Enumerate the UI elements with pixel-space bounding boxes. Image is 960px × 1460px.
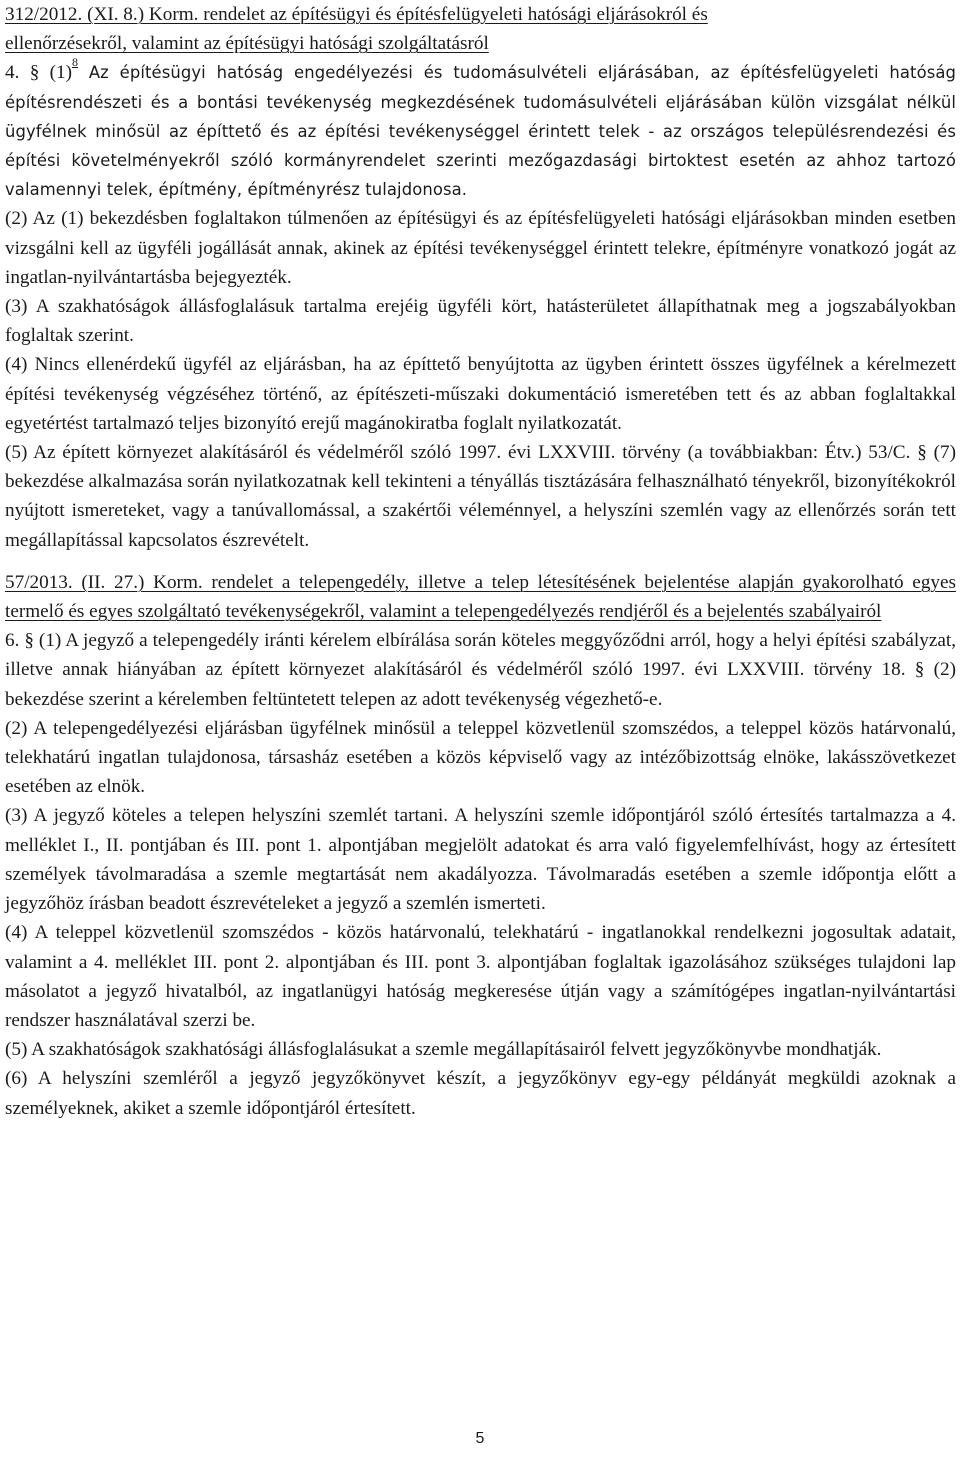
footnote-8-link[interactable]: 8 [72,55,78,70]
page-number: 5 [475,1430,485,1447]
section1-paragraph-2: (2) Az (1) bekezdésben foglaltakon túlmenően az építésügyi és az építésfelügyeleti hatósági eljárásokban minden esetben vizsgálni kell az ügyféli jogállását annak, akinek az építési tevékenységgel érintett telekre, építményre vonatkozó jogát az ingatlan-nyilvántartásba bejegyezték. [5,208,956,288]
section1-paragraph-1 [5,55,956,204]
section2-paragraph-1: 6. § (1) A jegyző a telepengedély iránti kérelem elbírálása során köteles meggyőződni arról, hogy a helyi építési szabályzat, illetve annak hiányában az épített környezet alakításáról és védelméről szóló 1997. évi LXXVIII. törvény 18. § (2) bekezdése szerint a kérelemben feltüntetett telepen az adott tevékenység végezhető-e. [5,630,956,710]
section1-paragraph-5: (5) Az épített környezet alakításáról és védelméről szóló 1997. évi LXXVIII. törvény (a továbbiakban: Étv.) 53/C. § (7) bekezdése alkalmazása során nyilatkozatnak kell tekinteni a tényállás tisztázására felhasználható tényekről, bizonyítékokról nyújtott ismereteket, vagy a tanúvallomással, a szakértői véleménnyel, a helyszíni szemlén vagy az ellenőrzés során tett megállapítással kapcsolatos észrevételt. [5,442,956,551]
section2-paragraph-2: (2) A telepengedélyezési eljárásban ügyfélnek minősül a teleppel közvetlenül szomszédos, a teleppel közös határvonalú, telekhatárú ingatlan tulajdonosa, társasház esetében a közös képviselő vagy az intézőbizottság elnöke, lakásszövetkezet esetében az elnök. [5,717,956,798]
section2-paragraph-5: (5) A szakhatóságok szakhatósági állásfoglalásukat a szemle megállapításairól felvett jegyzőkönyvbe mondhatják. [5,1039,882,1061]
section2-heading: 57/2013. (II. 27.) Korm. rendelet a telepengedély, illetve a telep létesítésének bejelentése alapján gyakorolható egyes termelő és egyes szolgáltató tevékenységekről, valamint a telepengedélyezés rendjéről és a bejelentés szabályairól [5,571,956,623]
section2-paragraph-3: (3) A jegyző köteles a telepen helyszíni szemlét tartani. A helyszíni szemle időpontjáról szóló értesítés tartalmazza a 4. melléklet I., II. pontjában és III. pont 1. alpontjában megjelölt adatokat és arra való figyelemfelhívást, hogy az értesített személyek távolmaradása a szemle megtartását nem akadályozza. Távolmaradás esetében a szemle időpontja előtt a jegyzőhöz írásban beadott észrevételeket a jegyző a szemlén ismerteti. [5,805,956,915]
section2-paragraph-6: (6) A helyszíni szemléről a jegyző jegyzőkönyvet készít, a jegyzőkönyv egy-egy példányát megküldi azoknak a személyeknek, akiket a szemle időpontjáról értesített. [5,1068,956,1119]
document-page [5,0,956,1123]
section1-paragraph-4: (4) Nincs ellenérdekű ügyfél az eljárásban, ha az építtető benyújtotta az ügyben érintett összes ügyfélnek a kérelmezett építési tevékenység végzéséhez történő, az építészeti-műszaki dokumentáció ismeretében tett és az abban foglaltakkal egyetértést tartalmazó teljes bizonyító erejű magánokiratba foglalt nyilatkozatát. [5,354,956,434]
section1-heading-line2: ellenőrzésekről, valamint az építésügyi hatósági szolgáltatásról [5,33,489,55]
section1-paragraph-3: (3) A szakhatóságok állásfoglalásuk tartalma erejéig ügyféli kört, hatásterületet állapíthatnak meg a jogszabályokban foglaltak szerint. [5,296,956,347]
section1-heading-line1: 312/2012. (XI. 8.) Korm. rendelet az építésügyi és építésfelügyeleti hatósági eljárásokról és [5,4,708,25]
section1-paragraph-1-body: Az építésügyi hatóság engedélyezési és tudomásulvételi eljárásában, az építésfelügyeleti hatóság építésrendészeti és a bontási tevékenység megkezdésének tudomásulvételi eljárásában külön vizsgálat nélkül ügyfélnek minősül az építtető és az építési tevékenységgel érintett telek - az országos településrendezési és építési követelményekről szóló kormányrendelet szerinti mezőgazdasági birtoktest esetén az ahhoz tartozó valamennyi telek, építmény, építményrész tulajdonosa. [5,63,956,200]
section1-paragraph-1-prefix: 4. § (1) [5,62,72,84]
section2-paragraph-4: (4) A teleppel közvetlenül szomszédos - közös határvonalú, telekhatárú - ingatlanokkal rendelkezni jogosultak adatait, valamint a 4. melléklet III. pont 2. alpontjában és III. pont 3. alpontjában foglaltak igazolásához szükséges tulajdoni lap másolatot a jegyző hivatalból, az ingatlanügyi hatóság megkeresése útján vagy a számítógépes ingatlan-nyilvántartási rendszer használatával szerzi be. [5,922,956,1031]
